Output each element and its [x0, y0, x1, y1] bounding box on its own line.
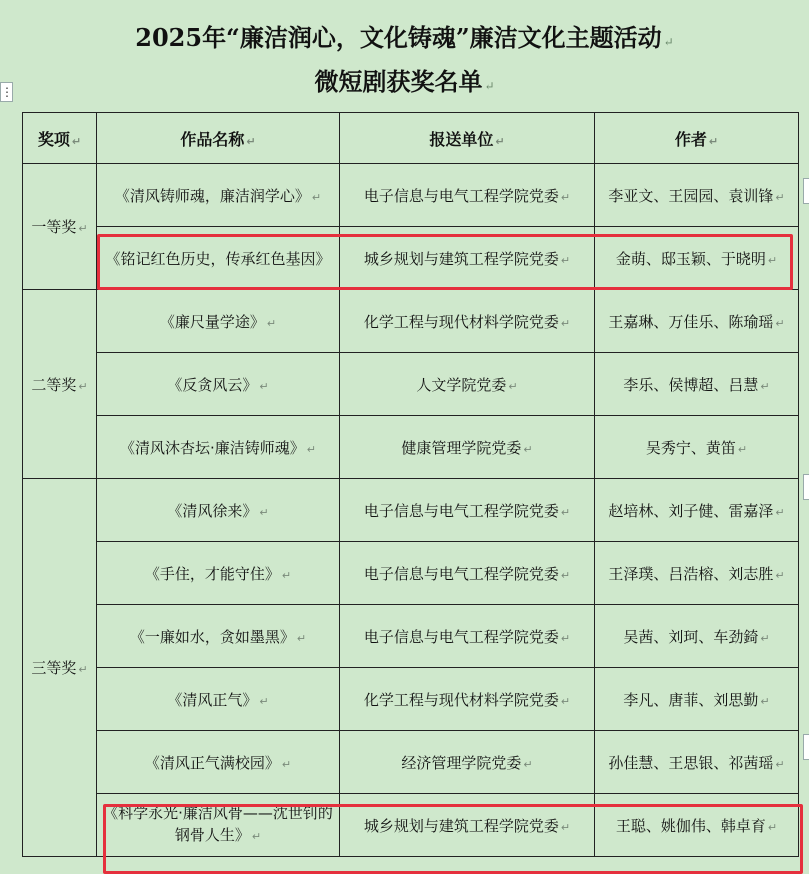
table-resize-grip[interactable]: [803, 734, 809, 760]
award-cell: 一等奖 ↵: [23, 164, 97, 290]
table-row: [23, 479, 799, 542]
table-row: [23, 542, 799, 605]
authors-cell: 王泽璞、吕浩榕、刘志胜 ↵: [595, 542, 799, 605]
work-cell: 《廉尺量学途》 ↵: [97, 290, 340, 353]
unit-cell: 电子信息与电气工程学院党委 ↵: [340, 542, 595, 605]
header-cell: 作者 ↵: [595, 113, 799, 164]
page-title: [0, 18, 809, 53]
unit-cell: 经济管理学院党委 ↵: [340, 731, 595, 794]
work-cell: 《清风正气满校园》 ↵: [97, 731, 340, 794]
table-resize-grip[interactable]: [803, 474, 809, 500]
page-subtitle: [0, 62, 809, 97]
work-cell: 《清风沐杏坛·廉洁铸师魂》 ↵: [97, 416, 340, 479]
table-header-row: [23, 113, 799, 164]
unit-cell: 城乡规划与建筑工程学院党委 ↵: [340, 227, 595, 290]
table-row: [23, 290, 799, 353]
work-cell: 《科学永光·廉洁风骨——沈世钊的钢骨人生》 ↵: [97, 794, 340, 857]
header-cell: 报送单位 ↵: [340, 113, 595, 164]
page-subtitle-text: 微短剧获奖名单: [314, 67, 483, 96]
paragraph-mark-icon: ↵: [484, 79, 495, 93]
header-cell: 奖项 ↵: [23, 113, 97, 164]
authors-cell: 李亚文、王园园、袁训锋 ↵: [595, 164, 799, 227]
header-cell: 作品名称 ↵: [97, 113, 340, 164]
unit-cell: 人文学院党委 ↵: [340, 353, 595, 416]
authors-cell: 王聪、姚伽伟、韩卓育 ↵: [595, 794, 799, 857]
table-move-handle[interactable]: ⋮: [0, 82, 13, 102]
table-row: [23, 668, 799, 731]
authors-cell: 金萌、邸玉颖、于晓明 ↵: [595, 227, 799, 290]
unit-cell: 健康管理学院党委 ↵: [340, 416, 595, 479]
award-table: [22, 112, 799, 857]
unit-cell: 电子信息与电气工程学院党委 ↵: [340, 479, 595, 542]
paragraph-mark-icon: ↵: [663, 35, 674, 49]
work-cell: 《手住，才能守住》 ↵: [97, 542, 340, 605]
award-cell: 二等奖 ↵: [23, 290, 97, 479]
authors-cell: 孙佳慧、王思银、祁茜瑶 ↵: [595, 731, 799, 794]
table-row: [23, 794, 799, 857]
table-row: [23, 353, 799, 416]
authors-cell: 吴茜、刘珂、车劲錡 ↵: [595, 605, 799, 668]
table-row: [23, 227, 799, 290]
table-resize-grip[interactable]: [803, 178, 809, 204]
work-cell: 《反贪风云》 ↵: [97, 353, 340, 416]
unit-cell: 化学工程与现代材料学院党委 ↵: [340, 668, 595, 731]
authors-cell: 李凡、唐菲、刘思勤 ↵: [595, 668, 799, 731]
award-cell: 三等奖 ↵: [23, 479, 97, 857]
unit-cell: 化学工程与现代材料学院党委 ↵: [340, 290, 595, 353]
table-row: [23, 731, 799, 794]
table-row: [23, 605, 799, 668]
page-title-text: 2025年“廉洁润心，文化铸魂”廉洁文化主题活动: [135, 23, 662, 52]
authors-cell: 李乐、侯博超、吕慧 ↵: [595, 353, 799, 416]
work-cell: 《一廉如水，贪如墨黑》 ↵: [97, 605, 340, 668]
unit-cell: 电子信息与电气工程学院党委 ↵: [340, 605, 595, 668]
table-row: [23, 416, 799, 479]
authors-cell: 王嘉琳、万佳乐、陈瑜瑶 ↵: [595, 290, 799, 353]
unit-cell: 城乡规划与建筑工程学院党委 ↵: [340, 794, 595, 857]
work-cell: 《清风徐来》 ↵: [97, 479, 340, 542]
authors-cell: 赵培林、刘子健、雷嘉泽 ↵: [595, 479, 799, 542]
work-cell: 《清风正气》 ↵: [97, 668, 340, 731]
work-cell: 《清风铸师魂，廉洁润学心》 ↵: [97, 164, 340, 227]
table-row: [23, 164, 799, 227]
work-cell: 《铭记红色历史，传承红色基因》: [97, 227, 340, 290]
unit-cell: 电子信息与电气工程学院党委 ↵: [340, 164, 595, 227]
authors-cell: 吴秀宁、黄笛 ↵: [595, 416, 799, 479]
